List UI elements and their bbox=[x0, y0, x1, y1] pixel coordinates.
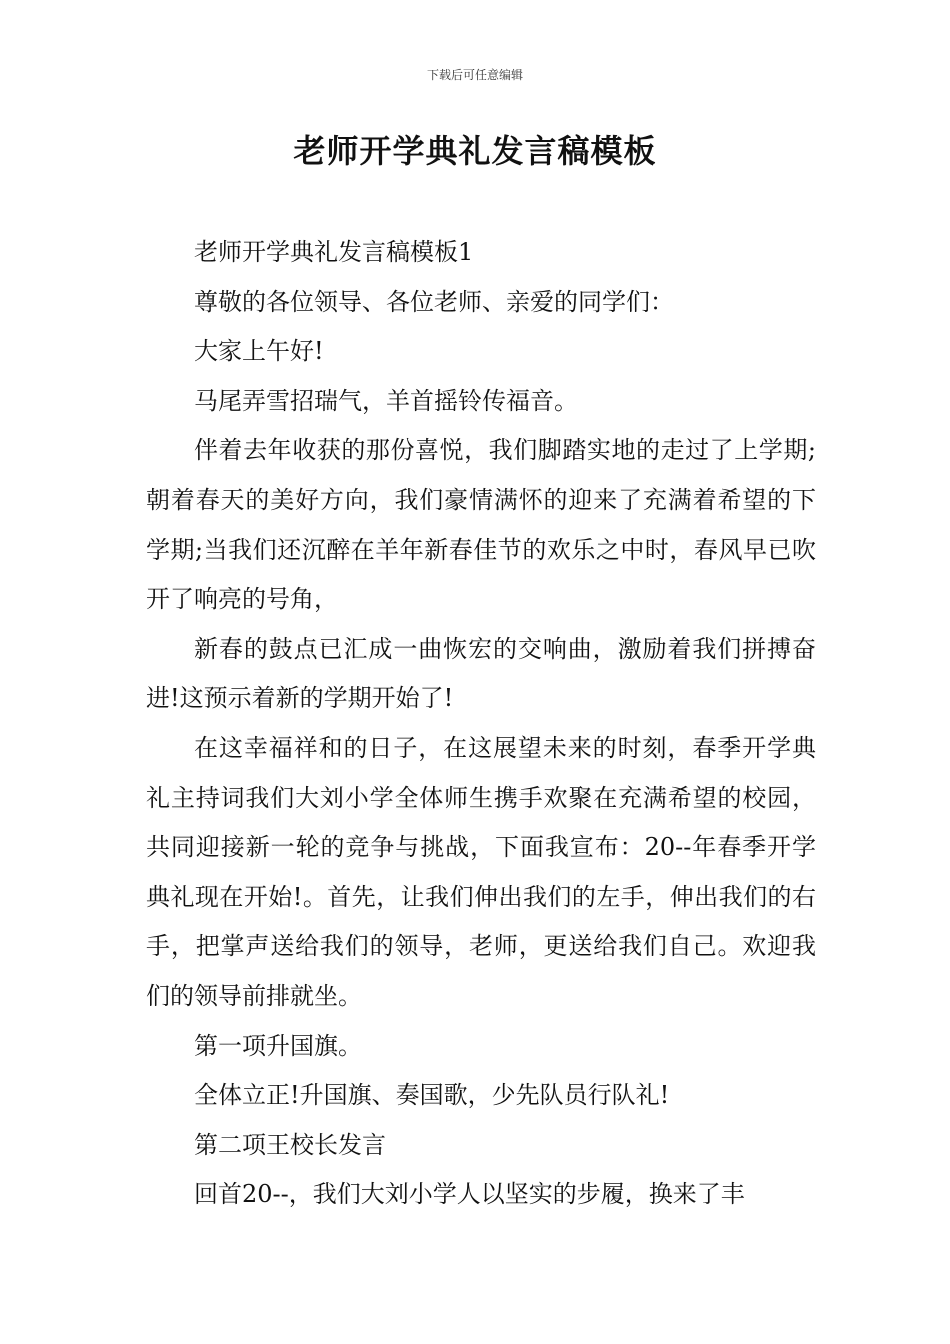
paragraph-salutation: 尊敬的各位领导、各位老师、亲爱的同学们： bbox=[194, 287, 674, 316]
paragraph-section-heading: 老师开学典礼发言稿模板1 bbox=[194, 238, 474, 266]
paragraph: 伴着去年收获的那份喜悦，我们脚踏实地的走过了上学期;朝着春天的美好方向，我们豪情满怀的迎来了充满着希望的下学期;当我们还沉醉在羊年新春佳节的欢乐之中时，春风早已吹开了响亮的号角， bbox=[146, 436, 816, 614]
paragraph: 回首20--，我们大刘小学人以坚实的步履，换来了丰 bbox=[194, 1180, 745, 1209]
paragraph: 马尾弄雪招瑞气，羊首摇铃传福音。 bbox=[194, 386, 578, 415]
paragraph: 第二项王校长发言 bbox=[194, 1130, 386, 1159]
paragraph: 在这幸福祥和的日子，在这展望未来的时刻，春季开学典礼主持词我们大刘小学全体师生携手欢聚在充满希望的校园，共同迎接新一轮的竞争与挑战，下面我宣布：20--年春季开学典礼现在开始!。首先，让我们伸出我们的左手，伸出我们的右手，把掌声送给我们的领导，老师，更送给我们自己。欢迎我们的领导前排就坐。 bbox=[146, 733, 816, 1010]
paragraph: 第一项升国旗。 bbox=[194, 1031, 362, 1060]
paragraph: 全体立正!升国旗、奏国歌，少先队员行队礼! bbox=[194, 1081, 670, 1110]
document-title: 老师开学典礼发言稿模板 bbox=[293, 132, 657, 170]
document-body bbox=[146, 228, 816, 1220]
paragraph-greeting: 大家上午好! bbox=[194, 337, 324, 366]
paragraph: 新春的鼓点已汇成一曲恢宏的交响曲，激励着我们拼搏奋进!这预示着新的学期开始了! bbox=[146, 634, 816, 713]
header-note: 下载后可任意编辑 bbox=[426, 68, 523, 82]
